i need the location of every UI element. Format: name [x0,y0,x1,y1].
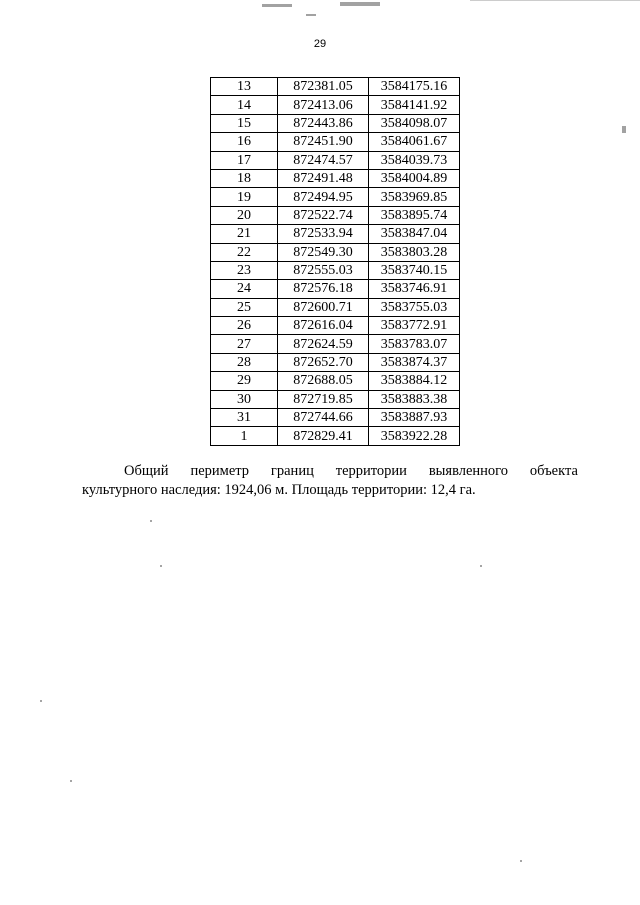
cell-point-number: 24 [211,280,278,298]
cell-x-coordinate: 872555.03 [278,261,369,279]
table-row [211,188,460,206]
cell-point-number: 31 [211,409,278,427]
cell-y-coordinate: 3583884.12 [369,372,460,390]
summary-word: территории [335,463,407,479]
cell-point-number: 19 [211,188,278,206]
cell-y-coordinate: 3583969.85 [369,188,460,206]
table-row [211,409,460,427]
summary-line-2: культурного наследия: 1924,06 м. Площадь территории: 12,4 га. [82,482,476,498]
table-row [211,206,460,224]
table-row [211,96,460,114]
cell-y-coordinate: 3583746.91 [369,280,460,298]
scan-speck [520,860,522,862]
scan-artifact [262,4,292,7]
summary-word: выявленного [428,463,509,479]
cell-x-coordinate: 872600.71 [278,298,369,316]
table-row [211,353,460,371]
summary-word: Общий [124,463,169,479]
table-row [211,225,460,243]
summary-word: периметр [190,463,250,479]
cell-y-coordinate: 3583772.91 [369,317,460,335]
summary-word: объекта [529,463,578,479]
scan-speck [150,520,152,522]
cell-y-coordinate: 3584004.89 [369,169,460,187]
scan-artifact [470,0,640,1]
cell-y-coordinate: 3583887.93 [369,409,460,427]
cell-point-number: 27 [211,335,278,353]
summary-paragraph [82,462,578,500]
table-row [211,243,460,261]
cell-point-number: 14 [211,96,278,114]
summary-line-1 [82,462,578,481]
scan-speck [480,565,482,567]
table-row [211,317,460,335]
cell-y-coordinate: 3583847.04 [369,225,460,243]
scan-speck [70,780,72,782]
cell-x-coordinate: 872494.95 [278,188,369,206]
cell-x-coordinate: 872829.41 [278,427,369,445]
cell-y-coordinate: 3583755.03 [369,298,460,316]
cell-y-coordinate: 3583803.28 [369,243,460,261]
cell-x-coordinate: 872576.18 [278,280,369,298]
cell-point-number: 29 [211,372,278,390]
cell-point-number: 18 [211,169,278,187]
table-row [211,390,460,408]
table-row [211,261,460,279]
table-row [211,169,460,187]
cell-y-coordinate: 3584141.92 [369,96,460,114]
cell-point-number: 17 [211,151,278,169]
cell-y-coordinate: 3583740.15 [369,261,460,279]
cell-point-number: 23 [211,261,278,279]
cell-point-number: 25 [211,298,278,316]
cell-x-coordinate: 872616.04 [278,317,369,335]
table-row [211,114,460,132]
table-row [211,133,460,151]
table-row [211,78,460,96]
scan-speck [40,700,42,702]
cell-x-coordinate: 872413.06 [278,96,369,114]
cell-y-coordinate: 3583922.28 [369,427,460,445]
cell-point-number: 26 [211,317,278,335]
cell-point-number: 15 [211,114,278,132]
table-row [211,151,460,169]
cell-x-coordinate: 872549.30 [278,243,369,261]
table-row [211,427,460,445]
scan-artifact [340,2,380,6]
scan-speck [160,565,162,567]
table-row [211,372,460,390]
cell-point-number: 1 [211,427,278,445]
cell-y-coordinate: 3584061.67 [369,133,460,151]
table-row [211,335,460,353]
cell-y-coordinate: 3583895.74 [369,206,460,224]
cell-point-number: 28 [211,353,278,371]
cell-y-coordinate: 3584175.16 [369,78,460,96]
cell-point-number: 22 [211,243,278,261]
cell-y-coordinate: 3583883.38 [369,390,460,408]
cell-x-coordinate: 872719.85 [278,390,369,408]
cell-x-coordinate: 872381.05 [278,78,369,96]
cell-point-number: 16 [211,133,278,151]
cell-x-coordinate: 872652.70 [278,353,369,371]
cell-point-number: 13 [211,78,278,96]
page-number: 29 [313,38,327,50]
cell-x-coordinate: 872451.90 [278,133,369,151]
cell-y-coordinate: 3584098.07 [369,114,460,132]
cell-x-coordinate: 872744.66 [278,409,369,427]
scan-artifact [306,14,316,16]
cell-x-coordinate: 872688.05 [278,372,369,390]
coordinates-table [210,77,460,446]
cell-x-coordinate: 872474.57 [278,151,369,169]
cell-x-coordinate: 872533.94 [278,225,369,243]
cell-y-coordinate: 3584039.73 [369,151,460,169]
cell-x-coordinate: 872522.74 [278,206,369,224]
cell-point-number: 30 [211,390,278,408]
cell-x-coordinate: 872491.48 [278,169,369,187]
table-row [211,298,460,316]
cell-point-number: 20 [211,206,278,224]
cell-x-coordinate: 872624.59 [278,335,369,353]
cell-y-coordinate: 3583874.37 [369,353,460,371]
table-row [211,280,460,298]
summary-word: границ [270,463,314,479]
scan-artifact [622,126,626,133]
cell-point-number: 21 [211,225,278,243]
cell-x-coordinate: 872443.86 [278,114,369,132]
cell-y-coordinate: 3583783.07 [369,335,460,353]
